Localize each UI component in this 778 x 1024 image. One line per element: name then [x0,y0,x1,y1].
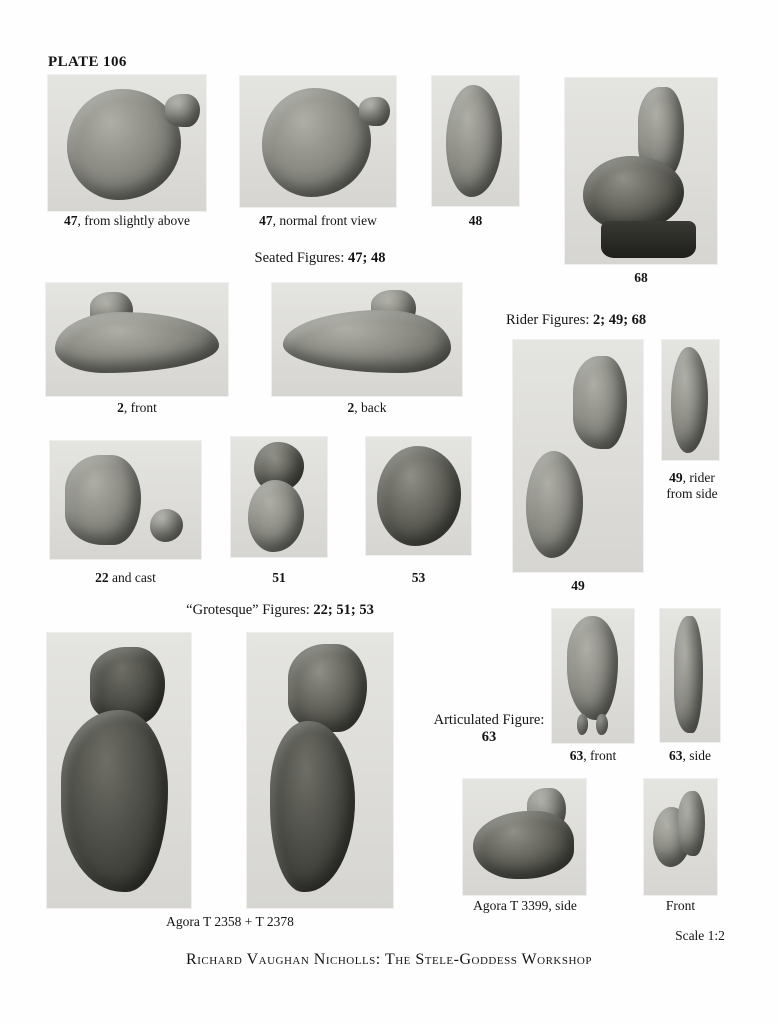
caption-48: 48 [468,213,483,228]
photo-front-view [644,779,717,895]
caption-2-front: 2, front [117,400,157,415]
figurine-shape [283,310,450,373]
caption-front: Front [665,898,696,913]
figurine-shape [55,312,219,373]
figurine-shape [573,356,628,449]
caption-47-from-above: 47, from slightly above [64,213,190,228]
photo-63-side [660,609,720,742]
figurine-shape [674,616,703,733]
caption-49-rider-side: 49, rider from side [666,470,718,501]
figurine-shape [473,811,574,878]
figurine-shape [446,85,502,197]
photo-agora-t2378-front [247,633,393,908]
photo-51 [231,437,327,557]
figurine-shape [262,88,371,197]
figurine-shape [526,451,583,558]
photo-agora-t2358-side [47,633,191,908]
section-label-grotesque-figures: “Grotesque” Figures: 22; 51; 53 [186,602,374,618]
caption-agora-t3399-side: Agora T 3399, side [473,898,577,913]
figurine-shape [671,347,707,453]
photo-agora-t3399-side [463,779,586,895]
caption-51: 51 [272,570,286,585]
figurine-shape [248,480,304,552]
photo-48 [432,76,519,206]
caption-2-back: 2, back [347,400,387,415]
section-label-rider-figures: Rider Figures: 2; 49; 68 [506,312,647,328]
figurine-shape [65,455,141,545]
caption-68: 68 [634,270,648,285]
footer-author-title: Richard Vaughan Nicholls: The Stele-Goddess Workshop [186,951,592,968]
caption-63-side: 63, side [669,748,711,763]
photo-49-fragments [513,340,643,572]
figurine-shape [61,710,168,892]
photo-53 [366,437,471,555]
caption-22-and-cast: 22 and cast [95,570,156,585]
figurine-base-shape [601,221,695,258]
photo-2-front [46,283,228,396]
figurine-shape [678,791,706,856]
photo-47-from-above [48,75,206,211]
figurine-cast-shape [150,509,183,542]
photo-2-back [272,283,462,396]
figurine-shape [567,616,618,721]
caption-49: 49 [571,578,585,593]
section-label-articulated-figure: Articulated Figure: 63 [433,712,545,745]
caption-63-front: 63, front [569,748,617,763]
photo-63-front [552,609,634,743]
figurine-shape [577,714,588,735]
figurine-shape [288,644,367,732]
section-label-seated-figures: Seated Figures: 47; 48 [254,250,386,266]
figurine-shape [359,97,390,126]
figurine-shape [270,721,355,892]
figurine-shape [583,156,683,230]
photo-47-front-view [240,76,396,207]
photo-22-and-cast [50,441,201,559]
figurine-shape [377,446,461,545]
scale-note: Scale 1:2 [675,928,725,943]
plate-title: PLATE 106 [48,54,127,70]
caption-53: 53 [411,570,426,585]
figurine-shape [67,89,181,201]
caption-47-front-view: 47, normal front view [259,213,377,228]
photo-68-rider [565,78,717,264]
figurine-shape [596,714,607,735]
figurine-shape [165,94,200,127]
caption-agora-t2358-t2378: Agora T 2358 + T 2378 [166,914,294,929]
photo-49-rider-side [662,340,719,460]
